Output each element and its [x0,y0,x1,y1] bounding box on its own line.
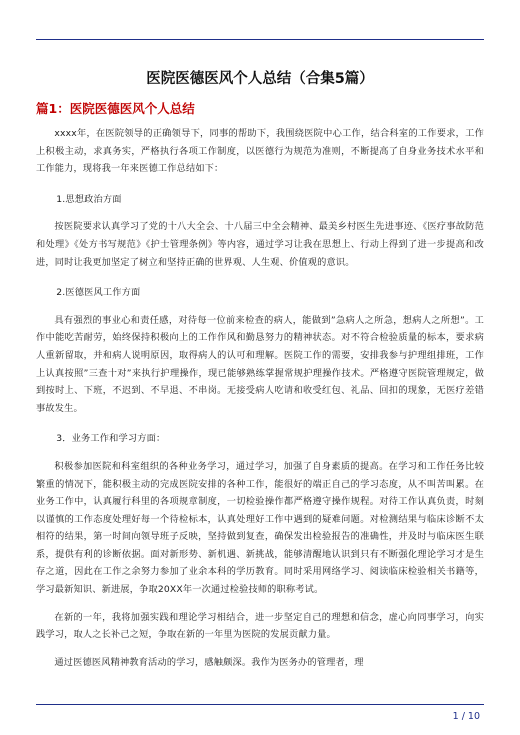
politics-paragraph: 按医院要求认真学习了党的十八大全会、十八届三中全会精神、最美乡村医生先进事迹、《医疗事故防范和处理》《处方书写规范》《护士管理条例》等内容，通过学习让我在思想上、行动上得到了进一步提高和改进，同时让我更加坚定了树立和坚持正确的世界观、人生观、价值观的意识。 [36,221,484,268]
page-number: 1 / 10 [452,711,480,722]
study-paragraph: 积极参加医院和科室组织的各种业务学习，通过学习，加强了自身素质的提高。在学习和工作任务比较繁重的情况下，能积极主动的完成医院安排的各种工作，能很好的端正自己的学习态度，从不叫苦叫累。在业务工作中，认真履行科里的各项规章制度，一切检验操作都严格遵守操作规程。对待工作认真负责，时刻以谨慎的工作态度处理好每一个待检标本，认真处理好工作中遇到的疑难问题。对检测结果与临床诊断不太相符的结果，第一时间向领导班子反映，坚持做到复查，确保发出检验报告的准确性，并及时与临床医生联系，提供有利的诊断依据。面对新形势、新机遇、新挑战，能够清醒地认识到只有不断强化理论学习才是生存之道，因此在工作之余努力参加了业余本科的学历教育。同时采用网络学习、阅读临床检验相关书籍等，学习最新知识、新进展，争取20XX年一次通过检验技师的职称考试。 [36,460,484,596]
document-body [36,125,484,671]
subheading-study: 3．业务工作和学习方面： [56,433,166,445]
subheading-politics: 1.思想政治方面 [56,193,122,205]
bottom-rule [36,704,484,705]
ethics-paragraph: 具有强烈的事业心和责任感，对待每一位前来检查的病人，能做到”急病人之所急，想病人之所想”。工作中能吃苦耐劳，始终保持积极向上的工作作风和勤恳努力的精神状态。对不符合检验质量的标本，要求病人重新留取，并和病人说明原因，取得病人的认可和理解。医院工作的需要，安排我参与护理组排班，工作上认真按照”三查十对”来执行护理操作，现已能够熟练掌握常规护理操作技术。严格遵守医院管理规定，做到按时上、下班，不迟到、不早退、不串岗。无接受病人吃请和收受红包、礼品、回扣的现象，无医疗差错事故发生。 [36,314,484,414]
top-rule [36,39,484,40]
new-year-paragraph: 在新的一年，我将加强实践和理论学习相结合，进一步坚定自己的理想和信念，虚心向同事学习，向实践学习，取人之长补己之短，争取在新的一年里为医院的发展贡献力量。 [36,611,484,641]
subheading-ethics: 2.医德医风工作方面 [56,287,141,299]
closing-paragraph: 通过医德医风精神教育活动的学习，感触颇深。我作为医务办的管理者，理 [54,656,364,668]
intro-paragraph: xxxx年，在医院领导的正确领导下，同事的帮助下，我围绕医院中心工作，结合科室的工作要求，工作上积极主动，求真务实，严格执行各项工作制度，以医德行为规范为准则，不断提高了自身业务技术水平和工作能力，现将我一年来医德工作总结如下： [36,128,484,175]
section-heading: 篇1：医院医德医风个人总结 [36,101,195,116]
document-title: 医院医德医风个人总结（合集5篇） [146,71,374,87]
